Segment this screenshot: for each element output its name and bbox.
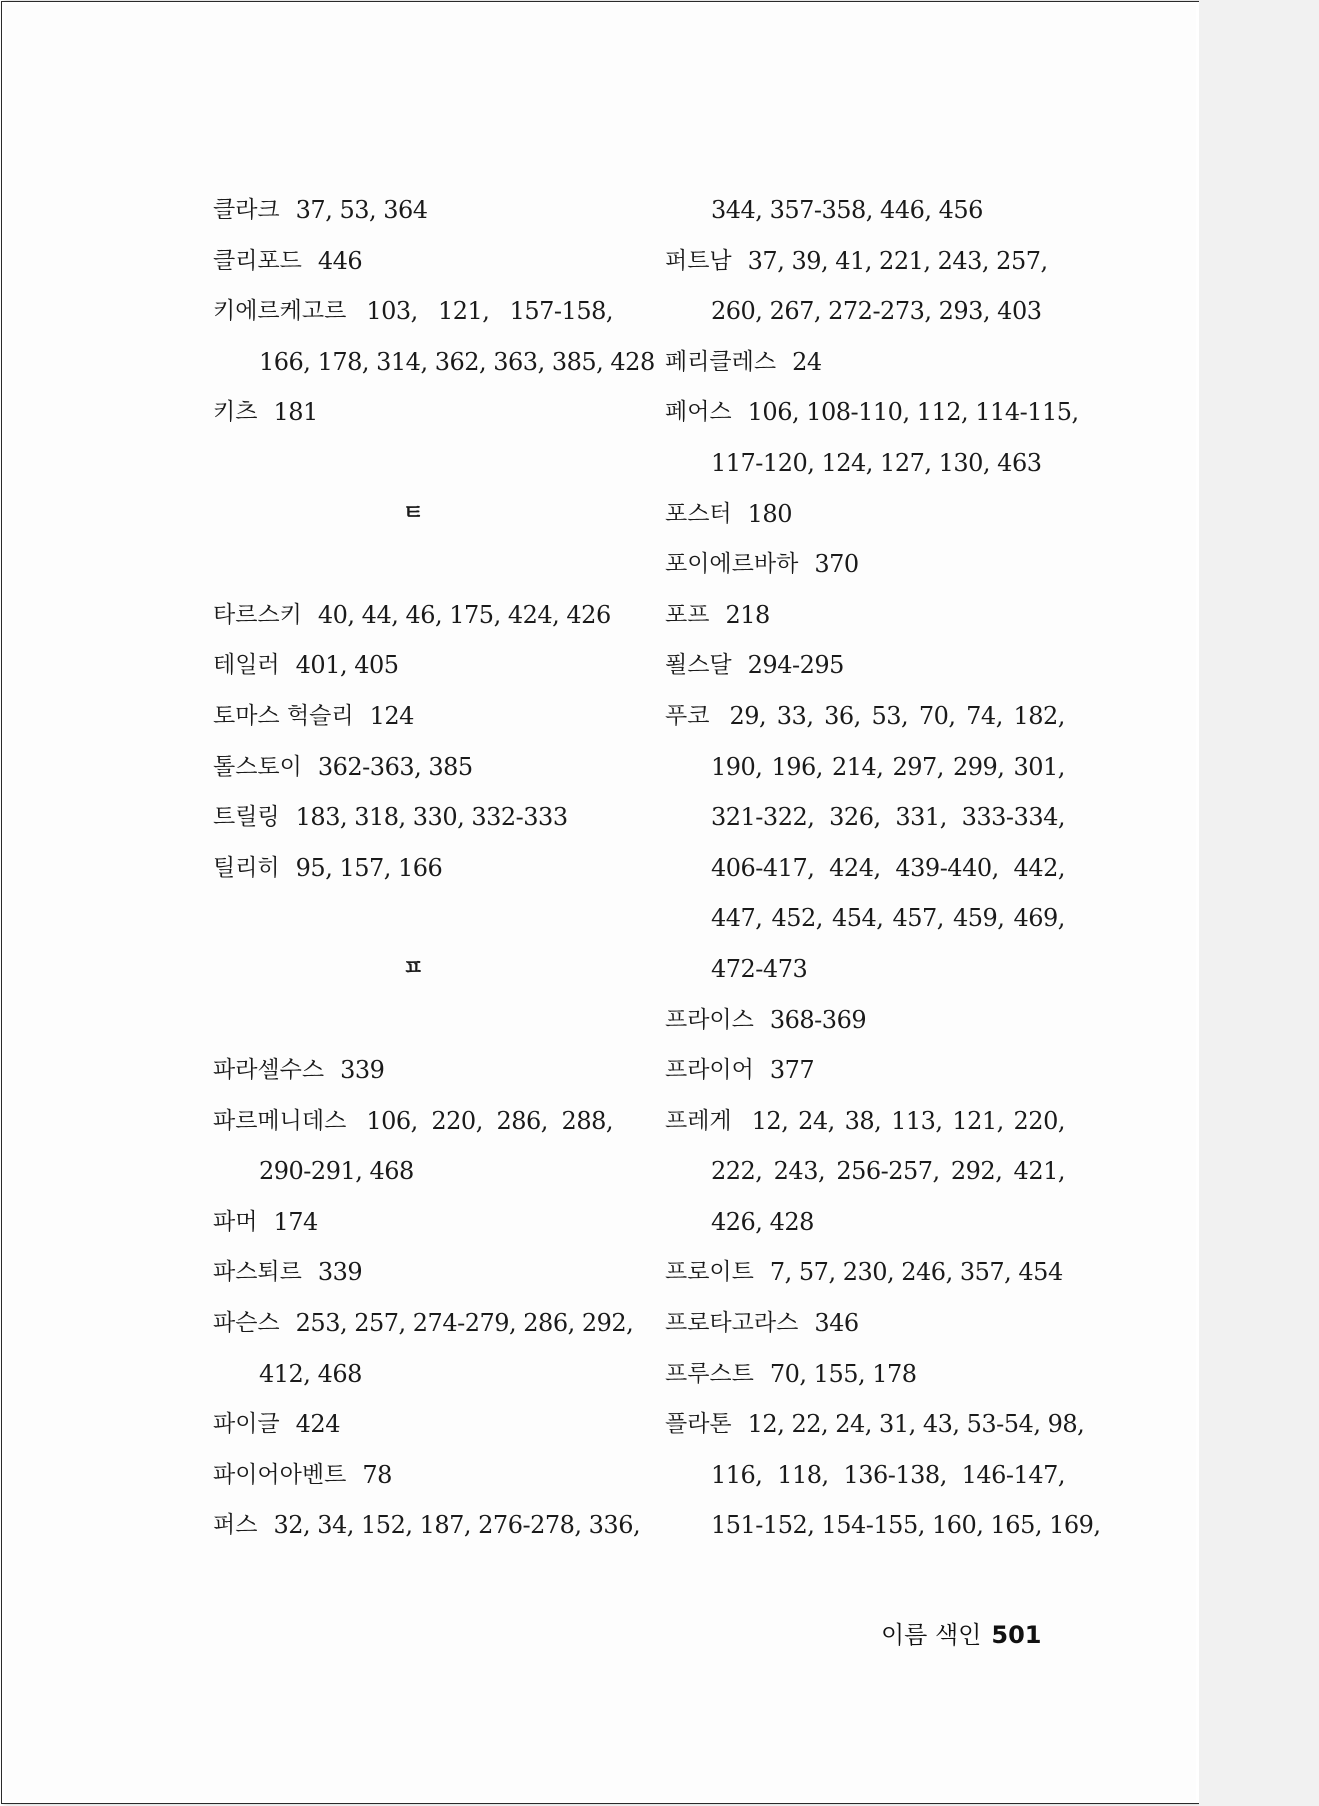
index-entry xyxy=(213,1450,613,1501)
entry-name: 프루스트 xyxy=(665,1360,754,1387)
entry-name: 테일러 xyxy=(213,652,280,679)
entry-pages: 472-473 xyxy=(711,954,808,983)
entry-pages: 32, 34, 152, 187, 276-278, 336, xyxy=(273,1511,641,1540)
entry-name: 푸코 xyxy=(665,702,710,729)
entry-name: 퍼트남 xyxy=(665,247,732,274)
entry-pages: 37, 39, 41, 221, 243, 257, xyxy=(747,246,1048,275)
entry-name: 키에르케고르 xyxy=(213,298,347,325)
entry-pages: 12, 22, 24, 31, 43, 53-54, 98, xyxy=(747,1410,1085,1439)
index-entry xyxy=(665,387,1079,438)
entry-pages: 116, 118, 136-138, 146-147, xyxy=(711,1460,1065,1489)
section-heading: ㅌ xyxy=(402,500,424,526)
entry-pages: 362-363, 385 xyxy=(317,752,473,781)
entry-name: 틸리히 xyxy=(213,854,280,881)
entry-pages: 344, 357-358, 446, 456 xyxy=(711,196,983,224)
footer-label: 이름 색인 xyxy=(881,1621,982,1649)
entry-name: 페어스 xyxy=(665,399,732,426)
index-entry xyxy=(665,995,1065,1046)
entry-pages: 218 xyxy=(725,600,770,629)
index-entry xyxy=(213,640,613,691)
entry-name: 파르메니데스 xyxy=(213,1107,347,1134)
entry-pages: 95, 157, 166 xyxy=(295,853,443,882)
index-entry xyxy=(665,539,1065,590)
entry-pages: 151-152, 154-155, 160, 165, 169, xyxy=(711,1511,1101,1540)
entry-pages: 70, 155, 178 xyxy=(769,1359,917,1388)
index-entry-continuation xyxy=(665,438,1065,489)
spacer xyxy=(213,438,613,489)
entry-pages: 412, 468 xyxy=(259,1359,362,1388)
page-body xyxy=(5,5,1196,1800)
index-entry xyxy=(665,1096,1065,1147)
entry-pages: 447, 452, 454, 457, 459, 469, xyxy=(711,904,1065,933)
index-entry xyxy=(213,1399,613,1450)
entry-pages: 446 xyxy=(317,246,363,275)
index-entry-continuation xyxy=(213,1349,613,1400)
entry-pages: 78 xyxy=(362,1460,392,1489)
index-entry xyxy=(213,691,613,742)
entry-name: 포프 xyxy=(665,601,710,628)
entry-pages: 406-417, 424, 439-440, 442, xyxy=(711,853,1065,882)
entry-pages: 253, 257, 274-279, 286, 292, xyxy=(295,1309,634,1338)
entry-pages: 174 xyxy=(273,1207,318,1236)
entry-name: 타르스키 xyxy=(213,601,302,628)
entry-pages: 12, 24, 38, 113, 121, 220, xyxy=(751,1106,1065,1135)
page-number: 501 xyxy=(991,1621,1042,1649)
entry-pages: 117-120, 124, 127, 130, 463 xyxy=(711,448,1042,477)
entry-name: 톨스토이 xyxy=(213,753,302,780)
entry-name: 키츠 xyxy=(213,399,258,426)
section-heading: ㅍ xyxy=(402,955,424,981)
entry-pages: 377 xyxy=(769,1056,815,1085)
spacer xyxy=(213,539,613,590)
entry-pages: 346 xyxy=(814,1309,859,1338)
viewer-margin xyxy=(1199,0,1319,1806)
entry-name: 클라크 xyxy=(213,197,280,223)
index-entry xyxy=(213,286,613,337)
index-entry xyxy=(213,185,613,236)
entry-name: 프로이트 xyxy=(665,1259,754,1286)
entry-pages: 339 xyxy=(340,1056,385,1085)
entry-pages: 290-291, 468 xyxy=(259,1157,414,1186)
entry-name: 파머 xyxy=(213,1208,258,1235)
index-column-left xyxy=(213,185,655,1551)
index-entry xyxy=(213,1247,613,1298)
index-entry-continuation xyxy=(665,843,1065,894)
entry-pages: 426, 428 xyxy=(711,1207,814,1236)
entry-name: 토마스 헉슬리 xyxy=(213,702,354,729)
entry-name: 푈스달 xyxy=(665,652,732,679)
index-entry xyxy=(665,489,1065,540)
index-entry-continuation xyxy=(665,893,1065,944)
entry-pages: 180 xyxy=(747,499,792,528)
entry-pages: 401, 405 xyxy=(295,651,399,680)
entry-pages: 7, 57, 230, 246, 357, 454 xyxy=(769,1258,1063,1287)
entry-pages: 424 xyxy=(295,1410,340,1439)
index-entry-continuation xyxy=(213,1146,613,1197)
index-entry-continuation xyxy=(665,792,1065,843)
entry-name: 퍼스 xyxy=(213,1512,258,1539)
entry-name: 클리포드 xyxy=(213,247,302,274)
entry-pages: 29, 33, 36, 53, 70, 74, 182, xyxy=(729,701,1065,730)
index-entry-continuation xyxy=(665,1500,1101,1551)
entry-pages: 106, 220, 286, 288, xyxy=(366,1106,613,1135)
entry-pages: 103, 121, 157-158, xyxy=(366,297,613,326)
index-entry-continuation xyxy=(665,742,1065,793)
index-entry xyxy=(665,640,1065,691)
entry-pages: 222, 243, 256-257, 292, 421, xyxy=(711,1157,1065,1186)
index-entry xyxy=(665,1399,1085,1450)
index-entry-continuation xyxy=(665,944,1065,995)
entry-name: 트릴링 xyxy=(213,804,280,831)
entry-name: 프라이스 xyxy=(665,1006,754,1033)
entry-name: 파라셀수스 xyxy=(213,1057,325,1084)
entry-name: 프로타고라스 xyxy=(665,1310,799,1337)
entry-pages: 294-295 xyxy=(747,651,844,680)
index-entry xyxy=(213,843,613,894)
spacer xyxy=(213,995,613,1046)
index-entry xyxy=(213,590,613,641)
entry-pages: 339 xyxy=(317,1258,363,1287)
entry-name: 파슨스 xyxy=(213,1310,280,1337)
index-entry-continuation xyxy=(665,1197,1065,1248)
index-entry-continuation xyxy=(665,1146,1065,1197)
entry-name: 포이에르바하 xyxy=(665,551,799,578)
entry-pages: 181 xyxy=(273,398,318,427)
entry-pages: 166, 178, 314, 362, 363, 385, 428 xyxy=(259,347,655,376)
entry-pages: 37, 53, 364 xyxy=(295,196,428,224)
entry-pages: 260, 267, 272-273, 293, 403 xyxy=(711,297,1042,326)
entry-pages: 370 xyxy=(814,550,859,579)
index-entry xyxy=(665,1247,1065,1298)
entry-pages: 183, 318, 330, 332-333 xyxy=(295,803,568,832)
entry-name: 파이글 xyxy=(213,1411,280,1438)
index-entry xyxy=(213,742,613,793)
index-entry xyxy=(665,1349,1065,1400)
index-entry xyxy=(665,1045,1065,1096)
index-entry xyxy=(665,337,1065,388)
entry-name: 플라톤 xyxy=(665,1411,732,1438)
index-entry xyxy=(213,792,613,843)
index-entry xyxy=(665,590,1065,641)
spacer xyxy=(213,893,613,944)
entry-name: 페리클레스 xyxy=(665,348,777,375)
index-entry xyxy=(665,236,1065,287)
entry-pages: 190, 196, 214, 297, 299, 301, xyxy=(711,752,1065,781)
book-page xyxy=(1,1,1200,1804)
page-footer xyxy=(881,1615,1041,1650)
index-entry xyxy=(213,1197,613,1248)
index-entry-continuation xyxy=(665,1450,1065,1501)
entry-pages: 321-322, 326, 331, 333-334, xyxy=(711,803,1065,832)
entry-name: 파이어아벤트 xyxy=(213,1461,347,1488)
entry-pages: 106, 108-110, 112, 114-115, xyxy=(747,398,1079,427)
entry-pages: 124 xyxy=(369,701,414,730)
entry-name: 포스터 xyxy=(665,500,732,527)
entry-pages: 40, 44, 46, 175, 424, 426 xyxy=(317,600,611,629)
index-entry xyxy=(213,387,613,438)
index-entry-continuation xyxy=(665,185,1065,236)
index-entry xyxy=(213,1096,613,1147)
entry-name: 파스퇴르 xyxy=(213,1259,302,1286)
entry-name: 프라이어 xyxy=(665,1057,754,1084)
index-entry xyxy=(665,1298,1065,1349)
index-entry xyxy=(213,236,613,287)
index-entry-continuation xyxy=(213,337,655,388)
entry-pages: 24 xyxy=(792,347,822,376)
entry-name: 프레게 xyxy=(665,1107,732,1134)
entry-pages: 368-369 xyxy=(769,1005,867,1034)
index-entry-continuation xyxy=(665,286,1065,337)
index-column-right xyxy=(665,185,1101,1551)
index-entry xyxy=(665,691,1065,742)
index-entry xyxy=(213,1045,613,1096)
index-entry xyxy=(213,1500,641,1551)
index-entry xyxy=(213,1298,634,1349)
